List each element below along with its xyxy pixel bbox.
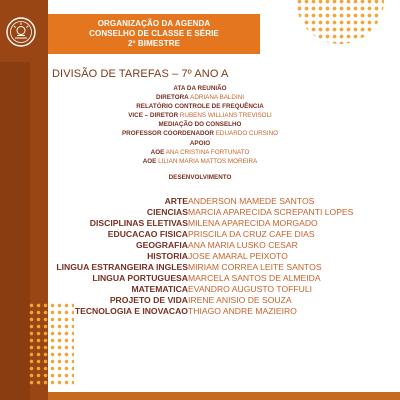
header-title-line1: ORGANIZAÇÃO DA AGENDA xyxy=(97,19,211,28)
list-item xyxy=(0,207,400,218)
desenvolvimento-label: DESENVOLVIMENTO xyxy=(168,173,232,181)
subject-name: CIENCIAS xyxy=(146,207,188,217)
subject-name: MATEMATICA xyxy=(131,284,188,294)
bottom-accent-bar xyxy=(48,392,400,400)
teacher-name: PRISCILA DA CRUZ CAFE DIAS xyxy=(188,229,315,239)
list-item xyxy=(0,295,400,306)
mediacao-line xyxy=(0,120,400,129)
subject-teacher-list xyxy=(0,196,400,317)
list-item xyxy=(0,218,400,229)
subject-name: EDUCACAO FISICA xyxy=(107,229,188,239)
list-item xyxy=(0,251,400,262)
subject-name: PROJETO DE VIDA xyxy=(109,295,188,305)
list-item xyxy=(0,196,400,207)
teacher-name: EVANDRO AUGUSTO TOFFULI xyxy=(188,284,312,294)
list-item xyxy=(0,229,400,240)
subject-name: DISCIPLINAS ELETIVAS xyxy=(89,218,188,228)
subject-name: HISTORIA xyxy=(147,251,188,261)
subject-name: GEOGRAFIA xyxy=(135,240,188,250)
teacher-name: JOSE AMARAL PEIXOTO xyxy=(188,251,288,261)
teacher-name: MIRIAM CORREA LEITE SANTOS xyxy=(188,262,322,272)
aoe1-name: ANA CRISTINA FORTUNATO xyxy=(165,148,250,156)
list-item xyxy=(0,262,400,273)
apoio-label: APOIO xyxy=(189,139,211,147)
list-item xyxy=(0,273,400,284)
ata-line xyxy=(0,84,400,93)
teacher-name: MARCIA APARECIDA SCREPANTI LOPES xyxy=(188,207,354,217)
teacher-name: MARCELA SANTOS DE ALMEIDA xyxy=(188,273,321,283)
subject-name: LINGUA ESTRANGEIRA INGLES xyxy=(56,262,188,272)
ata-label: ATA DA REUNIÃO xyxy=(173,85,227,92)
teacher-name: ANDERSON MAMEDE SANTOS xyxy=(188,196,315,206)
desenvolvimento-line xyxy=(0,173,400,182)
teacher-name: THIAGO ANDRE MAZIEIRO xyxy=(188,306,297,316)
aoe1-label: AOE xyxy=(150,148,165,156)
teacher-name: ANA MARIA LUSKO CESAR xyxy=(188,240,298,250)
coordenador-name: EDUARDO CURSINO xyxy=(215,130,279,138)
vice-label: VICE – DIRETOR xyxy=(128,112,179,120)
coordenador-line xyxy=(0,129,400,138)
teacher-name: IRENE ANISIO DE SOUZA xyxy=(188,295,292,305)
subject-name: LINGUA PORTUGUESA xyxy=(92,273,188,283)
coordenador-label: PROFESSOR COORDENADOR xyxy=(121,130,214,138)
aoe2-label: AOE xyxy=(142,157,157,165)
header-title-line2: CONSELHO DE CLASSE E SÉRIE xyxy=(89,29,219,38)
list-item xyxy=(0,240,400,251)
list-item xyxy=(0,284,400,295)
aoe2-name: LILIAN MARIA MATTOS MOREIRA xyxy=(158,157,258,165)
header-title-line3: 2º BIMESTRE xyxy=(127,39,181,48)
diretora-name: ADRIANA BALDINI xyxy=(190,94,245,102)
relatorio-label: RELATÓRIO CONTROLE DE FREQUÊNCIA xyxy=(136,103,264,111)
list-item xyxy=(0,306,400,317)
diretora-label: DIRETORA xyxy=(155,94,189,102)
meeting-roles xyxy=(0,84,400,182)
subject-name: ARTE xyxy=(164,196,188,206)
subject-name: TECNOLOGIA E INOVACAO xyxy=(74,306,188,316)
aoe1-line xyxy=(0,148,400,157)
page-title: DIVISÃO DE TAREFAS – 7º ANO A xyxy=(52,68,229,80)
dot-pattern-circle xyxy=(296,0,384,44)
vice-line xyxy=(0,111,400,120)
vice-name: RUBENS WILLIANS TREVISOLI xyxy=(179,112,272,120)
teacher-name: MILENA APARECIDA MORGADO xyxy=(188,218,318,228)
aoe2-line xyxy=(0,157,400,166)
header-banner xyxy=(48,14,260,54)
relatorio-line xyxy=(0,102,400,111)
mediacao-label: MEDIAÇÃO DO CONSELHO xyxy=(158,121,242,129)
school-emblem-icon xyxy=(5,16,37,48)
apoio-line xyxy=(0,139,400,148)
diretora-line xyxy=(0,93,400,102)
